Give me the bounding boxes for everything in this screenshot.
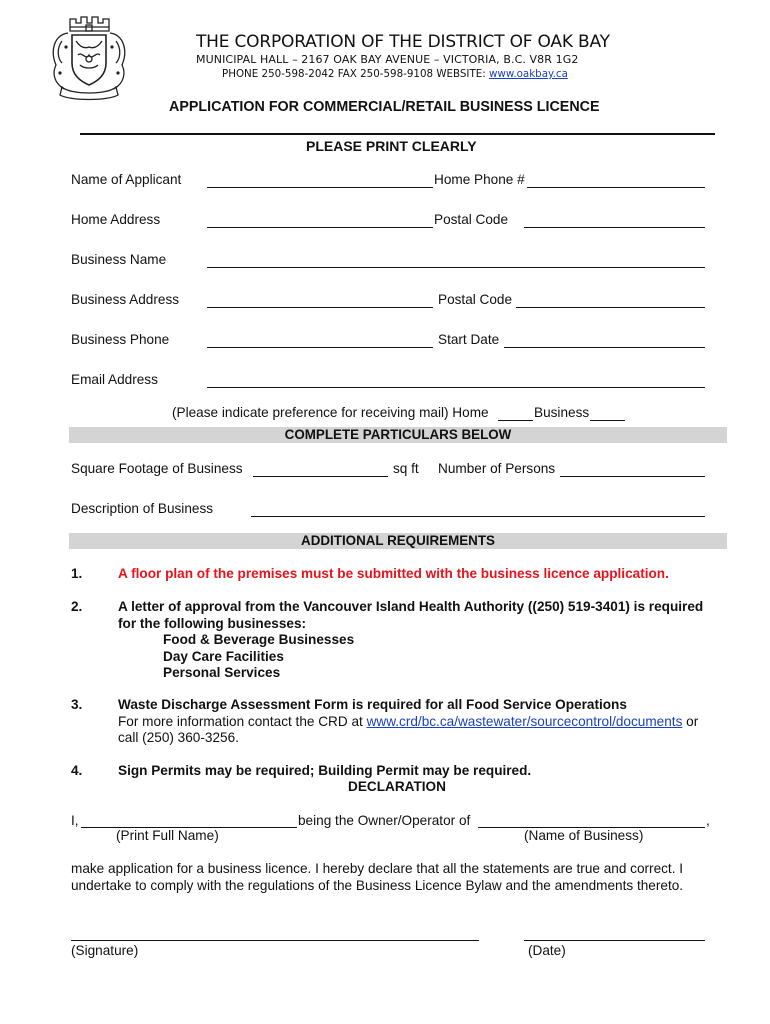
website-link[interactable]: www.oakbay.ca (489, 68, 568, 80)
requirement-3-number: 3. (71, 697, 83, 712)
home-address-label: Home Address (71, 212, 161, 227)
oak-bay-crest-logo (46, 11, 132, 101)
requirement-2-text (118, 599, 703, 682)
requirement-2-sublist (118, 632, 703, 682)
municipal-address: MUNICIPAL HALL – 2167 OAK BAY AVENUE – VICTORIA, B.C. V8R 1G2 (196, 53, 579, 66)
email-address-label: Email Address (71, 372, 158, 387)
contact-info (222, 68, 568, 80)
email-address-field[interactable] (207, 387, 705, 388)
business-name-field[interactable] (207, 267, 705, 268)
mail-business-label: Business (534, 405, 590, 420)
requirement-3-line-2 (118, 714, 698, 731)
sq-ft-unit: sq ft (393, 461, 419, 476)
signature-caption: (Signature) (71, 943, 139, 958)
description-label: Description of Business (71, 501, 214, 516)
signature-field[interactable] (71, 940, 479, 941)
square-footage-field[interactable] (253, 476, 388, 477)
business-name-label: Business Name (71, 252, 167, 267)
business-type-food-beverage: Food & Beverage Businesses (163, 632, 355, 648)
applicant-name-field[interactable] (207, 187, 433, 188)
business-type-personal-services: Personal Services (163, 665, 281, 681)
requirement-3-line-3: call (250) 360-3256. (118, 730, 239, 746)
requirement-1-text: A floor plan of the premises must be submitted with the business licence application. (118, 566, 669, 581)
square-footage-label: Square Footage of Business (71, 461, 243, 476)
business-postal-code-label: Postal Code (438, 292, 513, 307)
business-type-day-care: Day Care Facilities (163, 648, 284, 664)
name-of-business-caption: (Name of Business) (524, 828, 644, 843)
declaration-statement-line-1: make application for a business licence. I hereby declare that all the statements are true and correct. I (71, 861, 684, 876)
home-address-field[interactable] (207, 227, 433, 228)
business-address-label: Business Address (71, 292, 180, 307)
declaration-comma: , (706, 813, 710, 828)
home-postal-code-label: Postal Code (434, 212, 509, 227)
home-phone-field[interactable] (527, 187, 705, 188)
crd-documents-link[interactable]: www.crd/bc.ca/wastewater/sourcecontrol/documents (366, 713, 683, 729)
declaration-title: DECLARATION (348, 779, 446, 794)
date-caption: (Date) (528, 943, 566, 958)
requirement-3-text (118, 697, 698, 747)
business-address-field[interactable] (207, 307, 433, 308)
title-rule (80, 133, 715, 135)
requirement-2-number: 2. (71, 599, 83, 614)
applicant-name-label: Name of Applicant (71, 172, 182, 187)
complete-particulars-band: COMPLETE PARTICULARS BELOW (69, 427, 727, 443)
owner-operator-text: being the Owner/Operator of (298, 813, 471, 828)
crd-info-prefix: For more information contact the CRD at (118, 713, 367, 729)
declaration-i-label: I, (71, 813, 79, 828)
declaration-statement-line-2: undertake to comply with the regulations of the Business Licence Bylaw and the amendments thereto. (71, 878, 684, 893)
business-postal-code-field[interactable] (516, 307, 705, 308)
start-date-field[interactable] (504, 347, 705, 348)
number-of-persons-field[interactable] (560, 476, 705, 477)
requirement-4-text: Sign Permits may be required; Building Permit may be required. (118, 763, 532, 778)
home-postal-code-field[interactable] (524, 227, 705, 228)
print-full-name-caption: (Print Full Name) (116, 828, 219, 843)
additional-requirements-band: ADDITIONAL REQUIREMENTS (69, 533, 727, 549)
mail-business-blank[interactable] (590, 420, 625, 421)
requirement-4-number: 4. (71, 763, 83, 778)
date-field[interactable] (524, 940, 705, 941)
mail-preference-label: (Please indicate preference for receiving mail) Home (172, 405, 489, 420)
requirement-1-number: 1. (71, 566, 83, 581)
description-field[interactable] (251, 516, 705, 517)
corporation-name: THE CORPORATION OF THE DISTRICT OF OAK BAY (196, 32, 610, 52)
number-of-persons-label: Number of Persons (438, 461, 556, 476)
print-clearly-notice: PLEASE PRINT CLEARLY (306, 138, 477, 154)
business-phone-field[interactable] (207, 347, 433, 348)
requirement-2-line-1: A letter of approval from the Vancouver Island Health Authority ((250) 519-3401) is required (118, 599, 704, 614)
crd-info-suffix: or (682, 713, 699, 729)
form-title: APPLICATION FOR COMMERCIAL/RETAIL BUSINESS LICENCE (169, 99, 600, 115)
home-phone-label: Home Phone # (434, 172, 525, 187)
mail-home-blank[interactable] (498, 420, 533, 421)
requirement-3-line-1: Waste Discharge Assessment Form is required for all Food Service Operations (118, 697, 627, 712)
business-phone-label: Business Phone (71, 332, 170, 347)
requirement-2-line-2: for the following businesses: (118, 615, 307, 631)
start-date-label: Start Date (438, 332, 500, 347)
contact-phone-fax: PHONE 250-598-2042 FAX 250-598-9108 WEBSITE: (222, 68, 489, 80)
